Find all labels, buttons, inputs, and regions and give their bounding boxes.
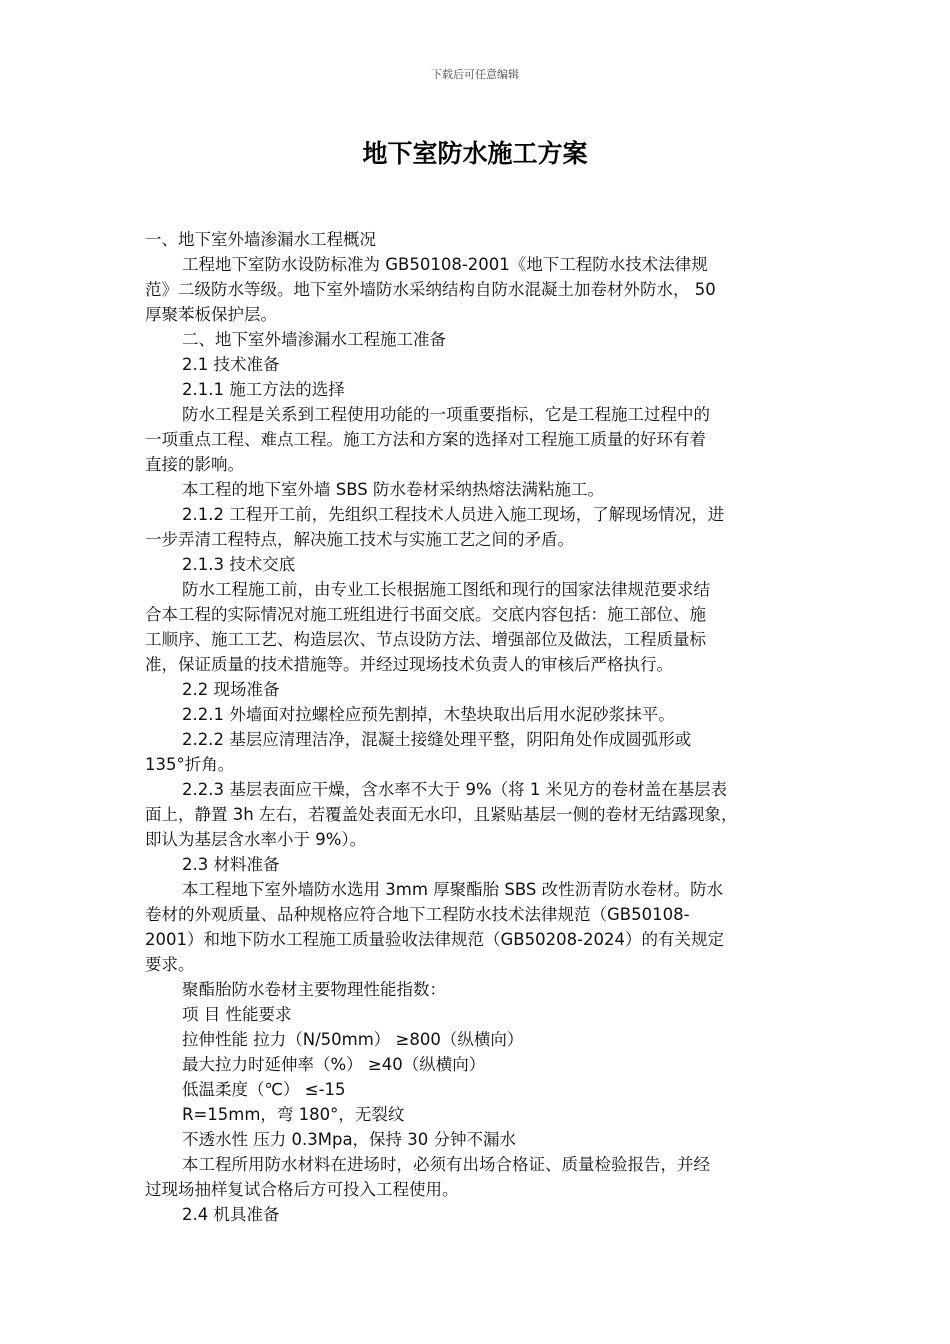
body-line: 2.1.1 施工方法的选择: [182, 380, 345, 399]
document-title: 地下室防水施工方案: [362, 139, 588, 168]
body-line: 2.2.3 基层表面应干燥，含水率不大于 9%（将 1 米见方的卷材盖在基层表: [182, 780, 728, 799]
body-line: 卷材的外观质量、品种规格应符合地下工程防水技术法律规范（GB50108-: [145, 905, 690, 924]
body-line: 要求。: [145, 955, 195, 974]
body-line: 不透水性 压力 0.3Mpa，保持 30 分钟不漏水: [182, 1130, 517, 1149]
body-line: 过现场抽样复试合格后方可投入工程使用。: [145, 1180, 459, 1199]
body-line: 2.2.2 基层应清理洁净，混凝土接缝处理平整，阴阳角处作成圆弧形或: [182, 730, 692, 749]
document-body: [145, 227, 815, 1227]
body-line: 范》二级防水等级。地下室外墙防水采纳结构自防水混凝土加卷材外防水， 50: [145, 280, 716, 299]
body-line: 合本工程的实际情况对施工班组进行书面交底。交底内容包括：施工部位、施: [145, 605, 706, 624]
body-line: 2.2.1 外墙面对拉螺栓应预先割掉，木垫块取出后用水泥砂浆抹平。: [182, 705, 675, 724]
body-line: 一步弄清工程特点，解决施工技术与实施工艺之间的矛盾。: [145, 530, 574, 549]
body-line: 防水工程施工前，由专业工长根据施工图纸和现行的国家法律规范要求结: [182, 580, 710, 599]
body-line: R=15mm，弯 180°，无裂纹: [182, 1105, 405, 1124]
body-line: 聚酯胎防水卷材主要物理性能指数：: [182, 980, 446, 999]
body-line: 一、地下室外墙渗漏水工程概况: [145, 230, 376, 249]
body-line: 2.1.2 工程开工前，先组织工程技术人员进入施工现场，了解现场情况，进: [182, 505, 725, 524]
body-line: 2.4 机具准备: [182, 1205, 280, 1224]
body-line: 135°折角。: [145, 755, 235, 774]
body-line: 2.3 材料准备: [182, 855, 280, 874]
body-line: 即认为基层含水率小于 9%）。: [145, 830, 367, 849]
body-line: 直接的影响。: [145, 455, 244, 474]
body-line: 拉伸性能 拉力（N/50mm） ≥800（纵横向）: [182, 1030, 524, 1049]
body-line: 二、地下室外墙渗漏水工程施工准备: [182, 330, 446, 349]
body-line: 本工程地下室外墙防水选用 3mm 厚聚酯胎 SBS 改性沥青防水卷材。防水: [182, 880, 724, 899]
body-line: 2.2 现场准备: [182, 680, 280, 699]
body-line: 准，保证质量的技术措施等。并经过现场技术负责人的审核后严格执行。: [145, 655, 673, 674]
body-line: 最大拉力时延伸率（%） ≥40（纵横向）: [182, 1055, 486, 1074]
body-line: 本工程的地下室外墙 SBS 防水卷材采纳热熔法满粘施工。: [182, 480, 604, 499]
body-line: 一项重点工程、难点工程。施工方法和方案的选择对工程施工质量的好环有着: [145, 430, 706, 449]
page-header: 下载后可任意编辑: [431, 68, 519, 81]
body-line: 面上，静置 3h 左右，若覆盖处表面无水印，且紧贴基层一侧的卷材无结露现象，: [145, 805, 738, 824]
body-line: 低温柔度（℃） ≤-15: [182, 1080, 346, 1099]
body-line: 厚聚苯板保护层。: [145, 305, 277, 324]
body-line: 防水工程是关系到工程使用功能的一项重要指标，它是工程施工过程中的: [182, 405, 710, 424]
body-line: 工程地下室防水设防标准为 GB50108-2001《地下工程防水技术法律规: [182, 255, 708, 274]
body-line: 项 目 性能要求: [182, 1005, 292, 1024]
body-line: 2.1.3 技术交底: [182, 555, 296, 574]
body-line: 本工程所用防水材料在进场时，必须有出场合格证、质量检验报告，并经: [182, 1155, 710, 1174]
body-line: 2.1 技术准备: [182, 355, 280, 374]
body-line: 2001）和地下防水工程施工质量验收法律规范（GB50208-2024）的有关规定: [145, 930, 725, 949]
body-line: 工顺序、施工工艺、构造层次、节点设防方法、增强部位及做法，工程质量标: [145, 630, 706, 649]
